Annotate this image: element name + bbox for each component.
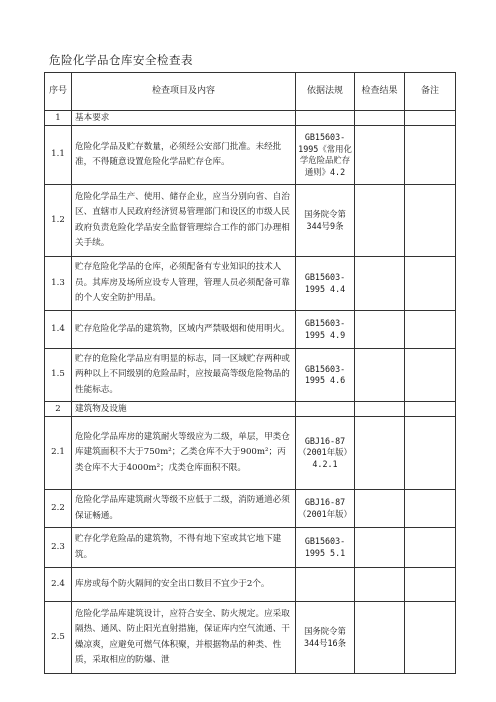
row-item: 贮存的危险化学品应有明显的标志，同一区域贮存两种或两种以上不同级别的危险品时，应按最高等级危险物品的性能标志。 [72,349,296,402]
table-row [45,257,456,311]
header-law: 依据法规 [296,73,355,111]
row-law: GB15603-1995 5.1 [296,528,355,568]
empty-cell [355,402,405,417]
section-label: 基本要求 [72,111,296,126]
empty-cell [355,111,405,126]
result-cell[interactable] [355,490,405,528]
row-item: 贮存危险化学品的仓库，必须配备有专业知识的技术人员。其库房及场所应设专人管理，管理人员必须配备可靠的个人安全防护用品。 [72,257,296,311]
row-law: GB15603-1995 4.4 [296,257,355,311]
result-cell[interactable] [355,126,405,185]
row-law: GBJ16-87（2001年版）4.2.1 [296,417,355,490]
page-title: 危险化学品仓库安全检查表 [49,53,193,67]
row-no: 1.4 [45,311,72,349]
table-row [45,417,456,490]
table-row [45,311,456,349]
result-cell[interactable] [355,528,405,568]
table-row [45,490,456,528]
table-row [45,349,456,402]
table-row [45,602,456,674]
note-cell[interactable] [405,528,456,568]
result-cell[interactable] [355,417,405,490]
note-cell[interactable] [405,126,456,185]
row-item: 贮存化学危险品的建筑物，不得有地下室或其它地下建筑。 [72,528,296,568]
empty-cell [296,402,355,417]
header-no: 序号 [45,73,72,111]
note-cell[interactable] [405,602,456,674]
row-law: 国务院令第344号9条 [296,185,355,257]
row-law: GB15603-1995《常用化学危险品贮存通则》4.2 [296,126,355,185]
table-row [45,126,456,185]
row-item: 危险化学品生产、使用、储存企业，应当分别向省、自治区、直辖市人民政府经济贸易管理部门和设区的市级人民政府负责危险化学品安全监督管理综合工作的部门办理相关手续。 [72,185,296,257]
empty-cell [296,111,355,126]
row-no: 2.1 [45,417,72,490]
header-item: 检查项目及内容 [72,73,296,111]
note-cell[interactable] [405,568,456,602]
row-no: 1.1 [45,126,72,185]
row-no: 2.3 [45,528,72,568]
header-note: 备注 [405,73,456,111]
header-row [45,73,456,111]
row-item: 贮存危险化学品的建筑物，区域内严禁吸烟和使用明火。 [72,311,296,349]
section-row [45,111,456,126]
result-cell[interactable] [355,257,405,311]
note-cell[interactable] [405,490,456,528]
row-no: 2.2 [45,490,72,528]
result-cell[interactable] [355,602,405,674]
table-row [45,568,456,602]
empty-cell [405,402,456,417]
section-row [45,402,456,417]
row-law: 国务院令第344号16条 [296,602,355,674]
row-no: 2.4 [45,568,72,602]
result-cell[interactable] [355,185,405,257]
section-no: 1 [45,111,72,126]
section-no: 2 [45,402,72,417]
row-law: GB15603-1995 4.6 [296,349,355,402]
row-no: 1.3 [45,257,72,311]
note-cell[interactable] [405,257,456,311]
header-result: 检查结果 [355,73,405,111]
result-cell[interactable] [355,349,405,402]
result-cell[interactable] [355,568,405,602]
row-item: 库房或每个防火隔间的安全出口数目不宜少于2个。 [72,568,296,602]
row-no: 2.5 [45,602,72,674]
row-item: 危险化学品库建筑设计，应符合安全、防火规定。应采取隔热、通风、防止阳光直射措施，保证库内空气流通、干燥凉爽，应避免可燃气体积聚，并根据物品的种类、性质，采取相应的防爆、泄 [72,602,296,674]
row-law: GB15603-1995 4.9 [296,311,355,349]
empty-cell [405,111,456,126]
row-law: GBJ16-87（2001年版） [296,490,355,528]
note-cell[interactable] [405,349,456,402]
section-label: 建筑物及设施 [72,402,296,417]
row-item: 危险化学品库房的建筑耐火等级应为二级，单层，甲类仓库建筑面积不大于750m²；乙类仓库不大于900m²；丙类仓库不大于4000m²；戊类仓库面积不限。 [72,417,296,490]
note-cell[interactable] [405,417,456,490]
note-cell[interactable] [405,311,456,349]
row-law [296,568,355,602]
note-cell[interactable] [405,185,456,257]
row-item: 危险化学品库建筑耐火等级不应低于二级，消防通道必须保证畅通。 [72,490,296,528]
row-no: 1.5 [45,349,72,402]
table-row [45,185,456,257]
row-no: 1.2 [45,185,72,257]
result-cell[interactable] [355,311,405,349]
checklist-table [44,72,456,674]
row-item: 危险化学品及贮存数量，必须经公安部门批准。未经批准，不得随意设置危险化学品贮存仓库。 [72,126,296,185]
table-row [45,528,456,568]
